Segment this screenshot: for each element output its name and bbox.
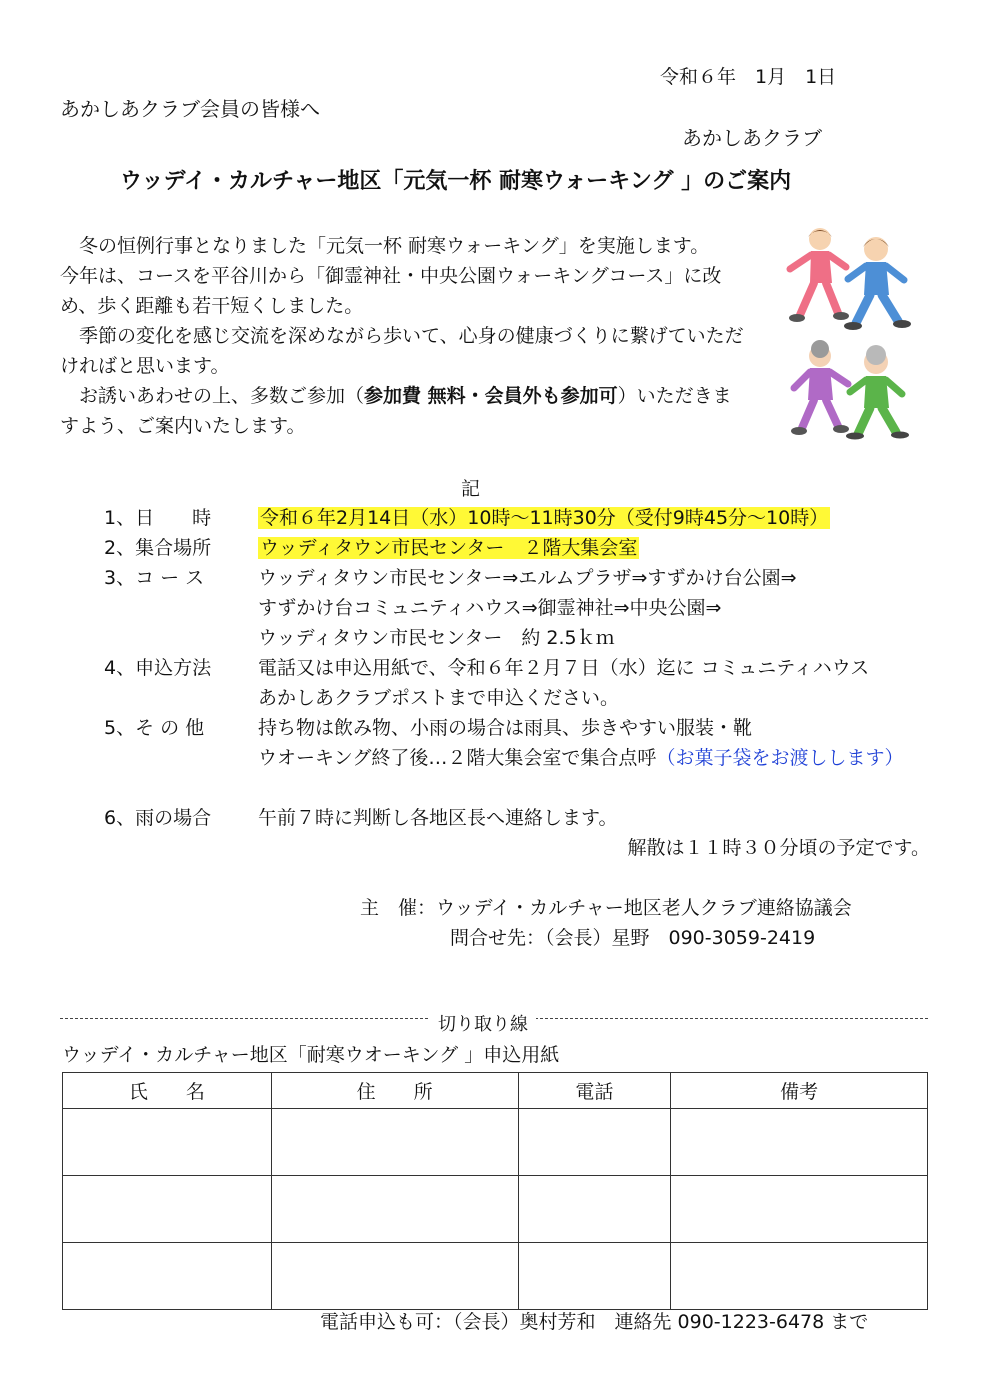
item-label-rain: 6、雨の場合	[104, 807, 212, 829]
recipient: あかしあクラブ会員の皆様へ	[60, 97, 320, 121]
address-cell[interactable]	[271, 1109, 518, 1176]
item-label-apply: 4、申込方法	[104, 657, 212, 679]
course-line: すずかけ台コミュニティハウス⇒御霊神社⇒中央公園⇒	[258, 597, 722, 619]
remarks-cell[interactable]	[671, 1109, 928, 1176]
item-value-rain: 午前７時に判断し各地区長へ連絡します。	[258, 807, 618, 829]
intro-line: すよう、ご案内いたします。	[60, 415, 306, 437]
footer-contact: 電話申込も可：（会長）奥村芳和 連絡先 090-1223-6478 まで	[320, 1311, 869, 1333]
course-line: ウッディタウン市民センター⇒エルムプラザ⇒すずかけ台公園⇒	[258, 567, 797, 589]
intro-text: お誘いあわせの上、多数ご参加（	[60, 385, 365, 407]
header-phone: 電話	[518, 1073, 671, 1109]
ki-heading: 記	[461, 478, 481, 500]
item-label-course: 3、コ ー ス	[104, 567, 205, 589]
address-cell[interactable]	[271, 1243, 518, 1310]
apply-line: 電話又は申込用紙で、令和６年２月７日（水）迄に コミュニティハウス	[258, 657, 870, 679]
application-form-table	[62, 1072, 928, 1310]
phone-cell[interactable]	[518, 1243, 671, 1310]
remarks-cell[interactable]	[671, 1176, 928, 1243]
item-label-other: 5、そ の 他	[104, 717, 205, 739]
fee-note: 参加費 無料・会員外も参加可	[364, 385, 618, 407]
other-line	[258, 743, 903, 770]
table-header-row	[63, 1073, 928, 1109]
walking-couple-elderly-illustration	[786, 340, 916, 440]
header-name: 氏 名	[63, 1073, 272, 1109]
cut-line-label: 切り取り線	[430, 1010, 536, 1036]
other-line-text: ウオーキング終了後…２階大集会室で集合点呼	[258, 747, 657, 769]
dismiss-note: 解散は１１時３０分頃の予定です。	[627, 837, 930, 859]
intro-line: 今年は、コースを平谷川から「御霊神社・中央公園ウォーキングコース」に改	[60, 265, 722, 287]
date-highlight: 令和６年2月14日（水）10時～11時30分（受付9時45分～10時）	[260, 507, 829, 529]
name-cell[interactable]	[63, 1109, 272, 1176]
other-line: 持ち物は飲み物、小雨の場合は雨具、歩きやすい服装・靴	[258, 717, 753, 739]
table-row	[63, 1243, 928, 1310]
apply-line: あかしあクラブポストまで申込ください。	[258, 687, 620, 709]
intro-line: ければと思います。	[60, 355, 230, 377]
item-label-place: 2、集合場所	[104, 537, 212, 559]
name-cell[interactable]	[63, 1243, 272, 1310]
remarks-cell[interactable]	[671, 1243, 928, 1310]
page-title: ウッデイ・カルチャー地区「元気一杯 耐寒ウォーキング 」のご案内	[120, 169, 792, 194]
table-row	[63, 1109, 928, 1176]
sender: あかしあクラブ	[682, 126, 822, 150]
name-cell[interactable]	[63, 1176, 272, 1243]
phone-cell[interactable]	[518, 1176, 671, 1243]
place-highlight: ウッディタウン市民センター ２階大集会室	[260, 537, 638, 559]
item-value-place	[258, 533, 639, 560]
host-line: 主 催：ウッデイ・カルチャー地区老人クラブ連絡協議会	[360, 897, 852, 919]
address-cell[interactable]	[271, 1176, 518, 1243]
walking-couple-young-illustration	[780, 225, 920, 330]
table-row	[63, 1176, 928, 1243]
header-address: 住 所	[271, 1073, 518, 1109]
intro-text: ）いただきま	[617, 385, 732, 407]
intro-line	[60, 381, 780, 411]
intro-paragraph	[60, 231, 780, 441]
intro-line: め、歩く距離も若干短くしました。	[60, 295, 364, 317]
course-line: ウッディタウン市民センター 約 2.5ｋｍ	[258, 627, 615, 649]
item-label-date: 1、日 時	[104, 507, 212, 529]
item-value-date	[258, 503, 830, 530]
intro-line: 季節の変化を感じ交流を深めながら歩いて、心身の健康づくりに繋げていただ	[60, 325, 744, 347]
contact-line: 問合せ先：（会長）星野 090-3059-2419	[450, 927, 816, 949]
document-date: 令和６年 1月 1日	[660, 66, 837, 88]
phone-cell[interactable]	[518, 1109, 671, 1176]
intro-line: 冬の恒例行事となりました「元気一杯 耐寒ウォーキング」を実施します。	[60, 235, 710, 257]
header-remarks: 備考	[671, 1073, 928, 1109]
snack-note: （お菓子袋をお渡しします）	[656, 747, 904, 769]
form-title: ウッデイ・カルチャー地区「耐寒ウオーキング 」申込用紙	[62, 1044, 560, 1066]
